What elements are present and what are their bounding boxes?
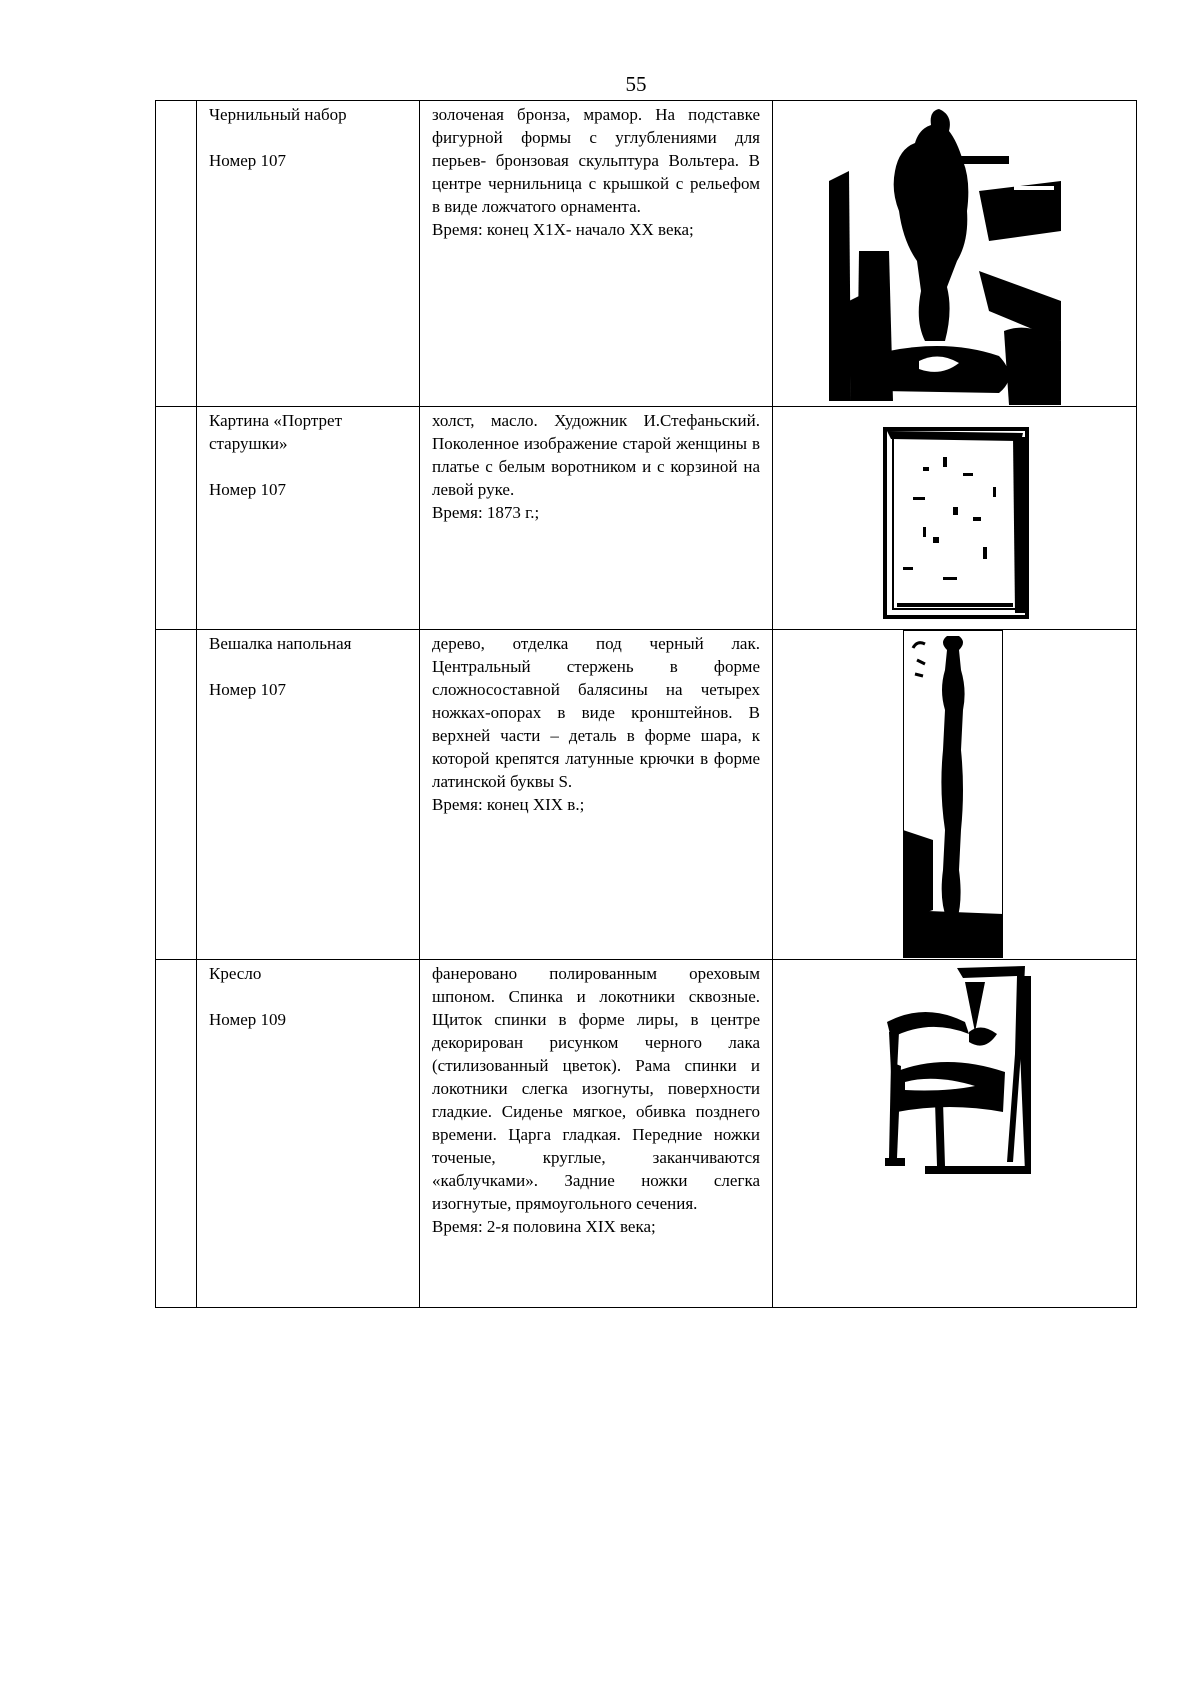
catalog-table [155,100,1137,1308]
table-row [156,960,1137,1308]
item-description: холст, масло. Художник И.Стефаньский. Поколенное изображение старой женщины в платье с белым воротником и с корзиной на левой руке. [432,411,760,499]
item-name: Кресло [209,964,262,983]
item-description: золоченая бронза, мрамор. На подставке фигурной формы с углублениями для перьев- бронзовая скульптура Вольтера. В центре чернильница с крышкой с рельефом в виде ложчатого орнамента. [432,105,760,216]
item-description-cell [420,960,773,1308]
coat-stand-photo [903,630,1003,958]
item-description: дерево, отделка под черный лак. Центральный стержень в форме сложносоставной балясины на четырех ножках-опорах в виде кронштейнов. В верхней части – деталь в форме шара, к которой крепятся латунные крючки в форме латинской буквы S. [432,634,760,791]
item-time: Время: конец XIX в.; [432,795,585,814]
item-name: Картина «Портрет старушки» [209,411,343,453]
item-photo-cell [773,960,1137,1308]
row-number-cell [156,960,197,1308]
item-name-cell [197,630,420,960]
inventory-number: Номер 107 [209,480,287,499]
row-number-cell [156,101,197,407]
armchair-photo [885,962,1031,1174]
item-name: Вешалка напольная [209,634,352,653]
painting-photo [883,427,1029,619]
item-time: Время: конец Х1Х- начало XX века; [432,220,694,239]
item-name-cell [197,960,420,1308]
row-number-cell [156,407,197,630]
item-name-cell [197,407,420,630]
item-time: Время: 2-я половина XIX века; [432,1217,656,1236]
inventory-number: Номер 107 [209,151,287,170]
inventory-number: Номер 107 [209,680,287,699]
item-description: фанеровано полированным ореховым шпоном. Спинка и локотники сквозные. Щиток спинки в форме лиры, в центре декорирован рисунком черного лака (стилизованный цветок). Рама спинки и локотники слегка изогнуты, поверхности гладкие. Сиденье мягкое, обивка позднего времени. Царга гладкая. Передние ножки точеные, круглые, заканчиваются «каблучками». Задние ножки слегка изогнутые, прямоугольного сечения. [432,964,760,1213]
page-number: 55 [625,72,647,96]
item-photo-cell [773,101,1137,407]
inkstand-photo [829,101,1061,405]
item-name: Чернильный набор [209,105,347,124]
item-description-cell [420,407,773,630]
item-photo-cell [773,630,1137,960]
table-row [156,407,1137,630]
item-description-cell [420,630,773,960]
table-row [156,101,1137,407]
row-number-cell [156,630,197,960]
item-photo-cell [773,407,1137,630]
inventory-number: Номер 109 [209,1010,287,1029]
item-description-cell [420,101,773,407]
item-name-cell [197,101,420,407]
item-time: Время: 1873 г.; [432,503,540,522]
table-row [156,630,1137,960]
